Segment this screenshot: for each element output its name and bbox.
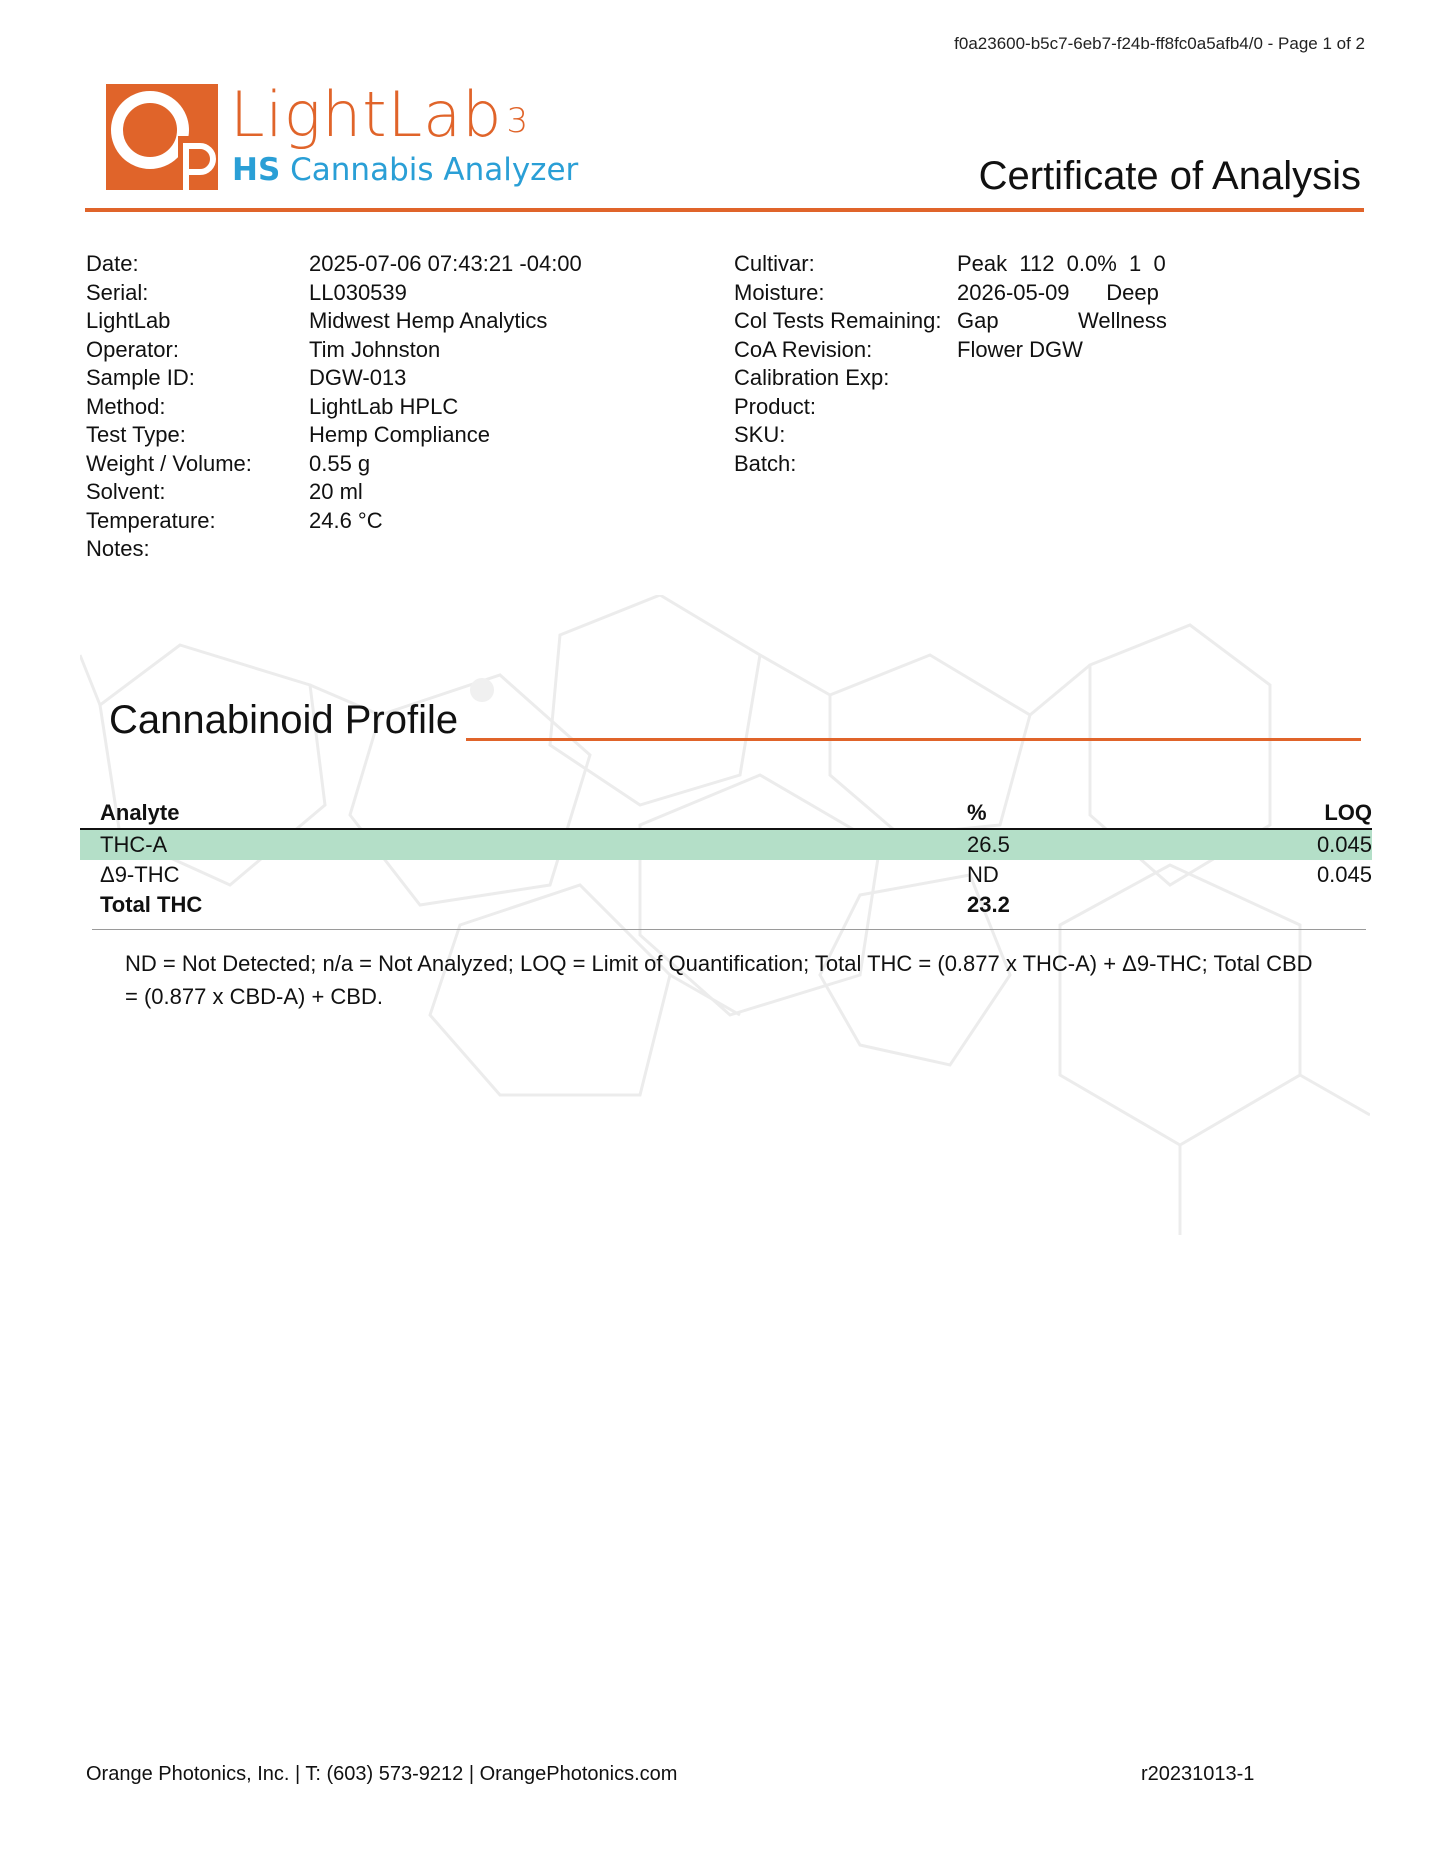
meta-label: Batch:: [734, 450, 797, 476]
meta-value: Midwest Hemp Analytics: [309, 308, 548, 333]
meta-right-labels: [734, 250, 954, 478]
meta-value: Hemp Compliance: [309, 422, 490, 447]
percent-cell: 26.5: [967, 832, 1010, 857]
meta-left-values: [309, 250, 689, 564]
meta-label: Operator:: [86, 336, 179, 362]
loq-cell: 0.045: [1316, 832, 1372, 857]
column-header-loq: LOQ: [1324, 800, 1372, 825]
meta-label: Cultivar:: [734, 251, 815, 276]
meta-value: [957, 421, 1157, 450]
percent-cell: ND: [967, 862, 999, 887]
meta-value: [957, 364, 1157, 393]
lightlab-logo: [106, 78, 586, 196]
meta-value: Flower DGW: [957, 336, 1083, 362]
meta-value: 24.6 °C: [309, 507, 383, 533]
meta-value: LL030539: [309, 279, 407, 305]
meta-value: [309, 535, 689, 564]
footer-revision: r20231013-1: [1141, 1763, 1255, 1785]
meta-label: Date:: [86, 251, 139, 276]
percent-cell: 23.2: [967, 892, 1010, 917]
title-divider: [85, 208, 1364, 212]
meta-value: Gap Wellness: [957, 308, 1167, 333]
analyte-cell: Δ9-THC: [100, 862, 180, 887]
meta-value: 2026-05-09 Deep: [957, 279, 1159, 305]
meta-label: Solvent:: [86, 479, 166, 504]
meta-value: 20 ml: [309, 479, 363, 504]
column-header-analyte: Analyte: [100, 800, 180, 825]
meta-label: Moisture:: [734, 279, 825, 305]
table-row-total: [80, 890, 1372, 920]
meta-value: DGW-013: [309, 365, 407, 390]
loq-cell: 0.045: [1316, 862, 1372, 887]
meta-value: [957, 450, 1157, 479]
meta-left-labels: [86, 250, 306, 564]
logo-brand-name: LightLab 3: [230, 78, 530, 151]
table-row: [80, 830, 1372, 860]
meta-value: [957, 393, 1157, 422]
meta-label: Test Type:: [86, 422, 186, 447]
meta-label: Col Tests Remaining:: [734, 308, 942, 333]
meta-value: LightLab HPLC: [309, 393, 459, 419]
meta-value: 2025-07-06 07:43:21 -04:00: [309, 251, 582, 276]
meta-label: Serial:: [86, 279, 149, 305]
analyte-cell: Total THC: [100, 892, 203, 917]
meta-label: LightLab: [86, 308, 171, 333]
meta-label: Weight / Volume:: [86, 450, 252, 476]
meta-label: Notes:: [86, 536, 150, 561]
meta-label: CoA Revision:: [734, 336, 873, 362]
meta-value: Tim Johnston: [309, 336, 441, 362]
meta-label: Method:: [86, 393, 166, 419]
table-footnote: ND = Not Detected; n/a = Not Analyzed; LOQ = Limit of Quantification; Total THC = (0.877 x THC-A) + Δ9-THC; Total CBD = (0.877 x CBD-A) + CBD.: [125, 951, 1313, 1009]
meta-label: Product:: [734, 393, 816, 419]
document-title: Certificate of Analysis: [978, 154, 1361, 198]
logo-tagline: HS Cannabis Analyzer: [232, 152, 579, 188]
table-bottom-rule: [92, 929, 1366, 930]
meta-value: 0.55 g: [309, 450, 371, 476]
meta-label: Calibration Exp:: [734, 365, 890, 390]
section-title-underline: [466, 738, 1361, 741]
meta-value: Peak 112 0.0% 1 0: [957, 251, 1166, 276]
meta-label: Temperature:: [86, 507, 216, 533]
table-row: [80, 860, 1372, 890]
meta-label: SKU:: [734, 422, 786, 447]
column-header-percent: %: [967, 800, 987, 825]
op-logo-mark-icon: [106, 84, 218, 190]
meta-label: Sample ID:: [86, 365, 195, 390]
meta-right-values: [957, 250, 1167, 478]
cannabinoid-table: [80, 798, 1372, 920]
page-identifier: f0a23600-b5c7-6eb7-f24b-ff8fc0a5afb4/0 - Page 1 of 2: [954, 34, 1365, 53]
footer-company-info: Orange Photonics, Inc. | T: (603) 573-9212 | OrangePhotonics.com: [86, 1763, 678, 1785]
analyte-cell: THC-A: [100, 832, 168, 857]
section-title: Cannabinoid Profile: [109, 698, 459, 742]
table-header-row: [80, 798, 1372, 830]
